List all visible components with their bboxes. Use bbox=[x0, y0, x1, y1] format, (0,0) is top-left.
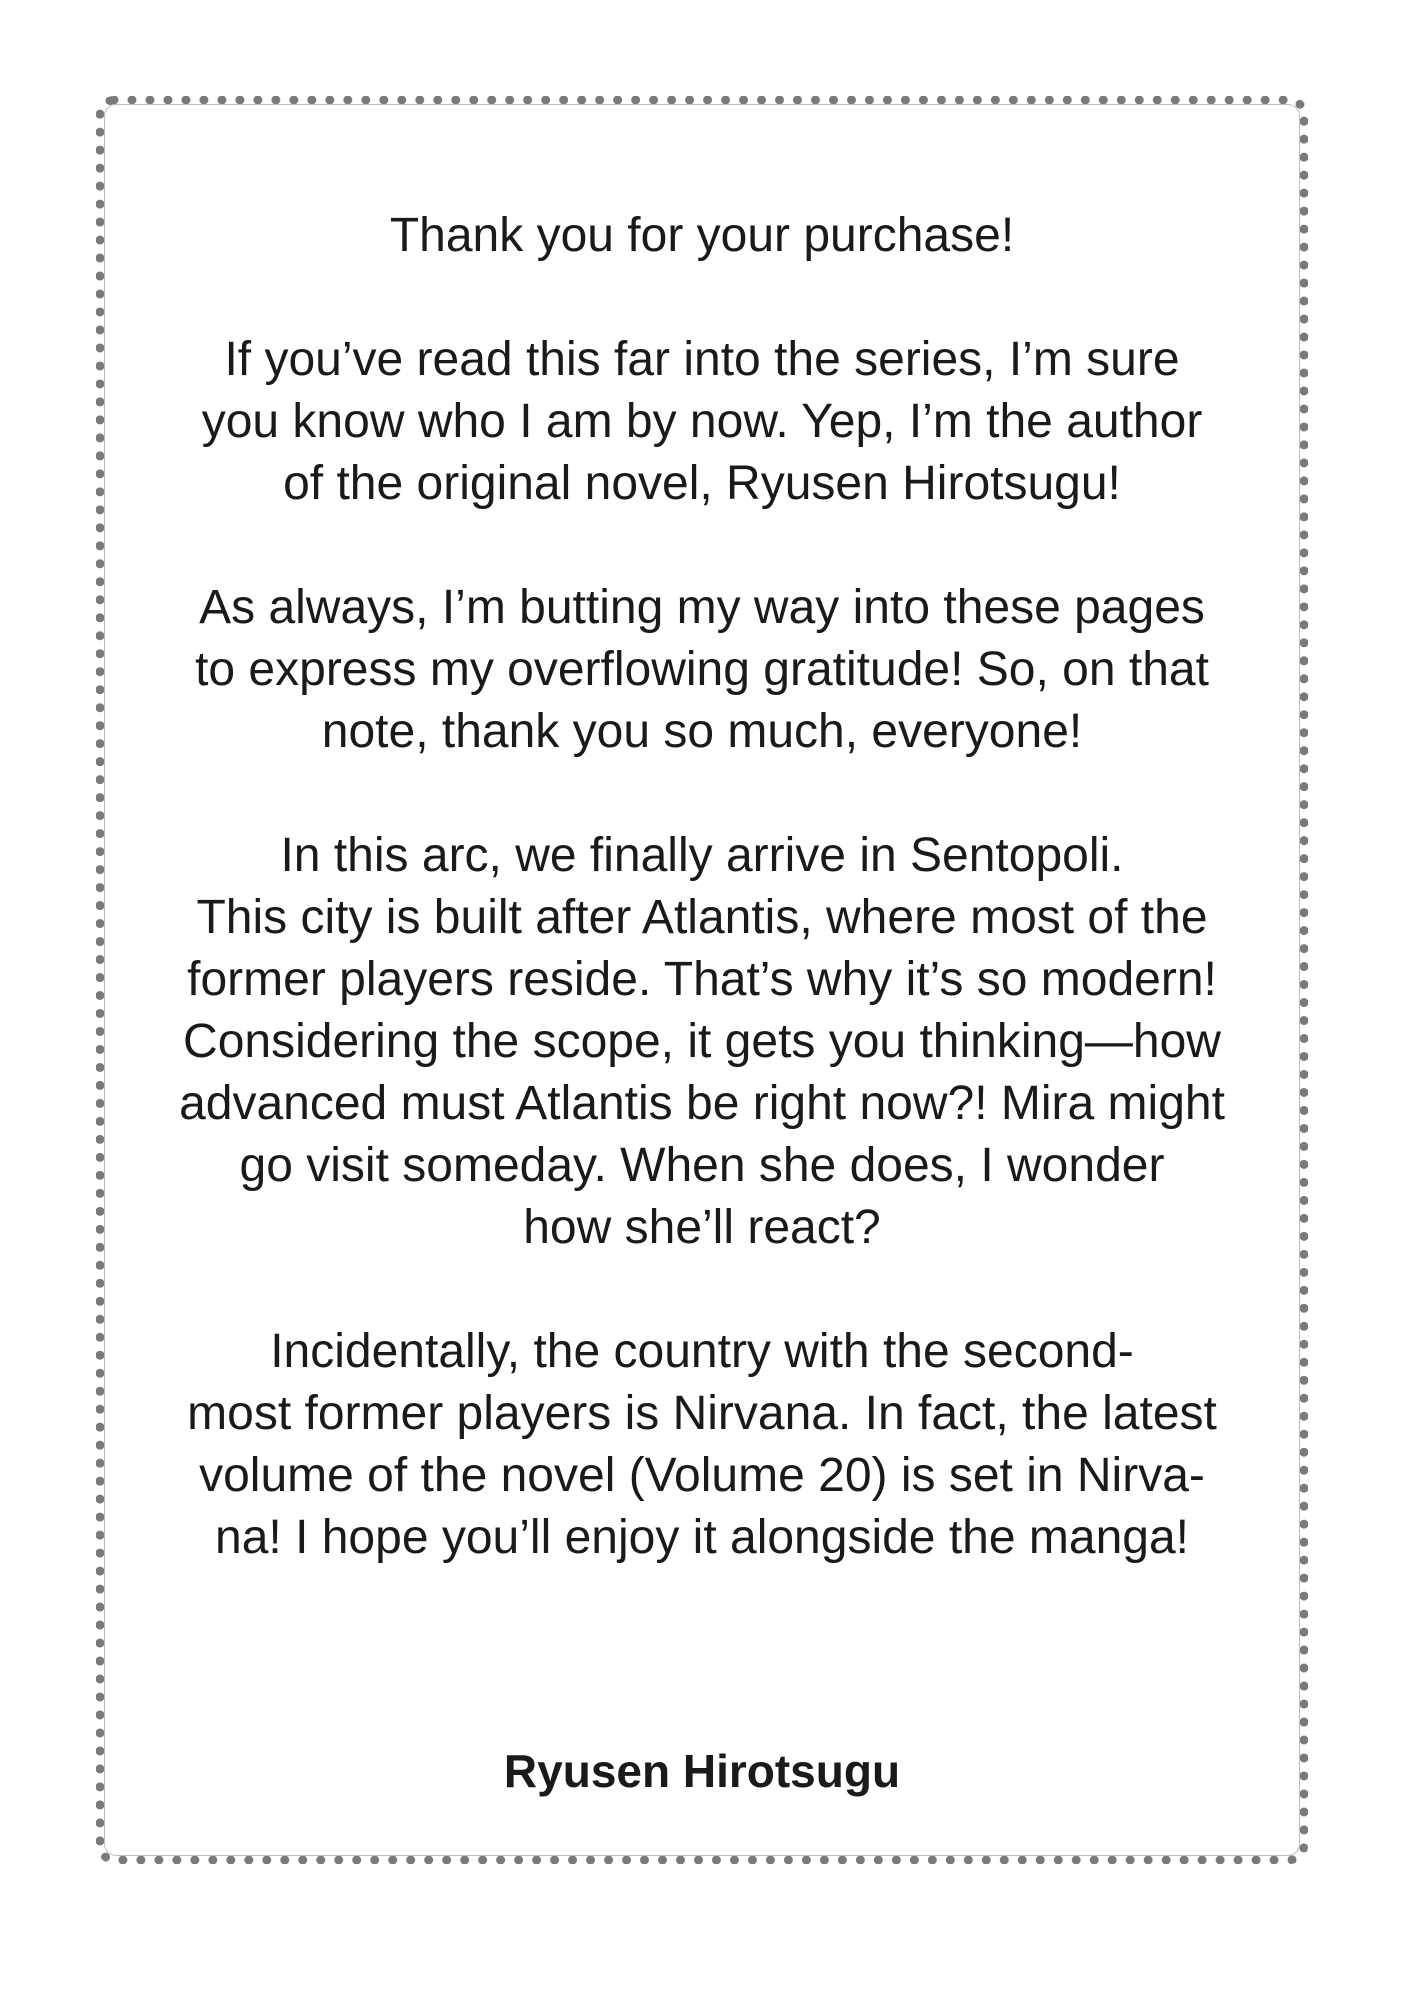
nirvana-paragraph bbox=[130, 1321, 1274, 1569]
text-line: you know who I am by now. Yep, I’m the author bbox=[201, 395, 1203, 448]
text-line: former players reside. That’s why it’s so modern! bbox=[187, 953, 1217, 1006]
intro-paragraph bbox=[130, 329, 1274, 515]
text-line: to express my overflowing gratitude! So, on that bbox=[195, 643, 1209, 696]
text-line: Incidentally, the country with the second- bbox=[270, 1325, 1134, 1378]
text-line: If you’ve read this far into the series, I’m sure bbox=[224, 333, 1180, 386]
text-line: advanced must Atlantis be right now?! Mira might bbox=[179, 1077, 1225, 1130]
gratitude-paragraph bbox=[130, 577, 1274, 763]
text-line: In this arc, we finally arrive in Sentopoli. bbox=[280, 829, 1124, 882]
text-line: Considering the scope, it gets you thinking—how bbox=[183, 1015, 1221, 1068]
author-signature: Ryusen Hirotsugu bbox=[503, 1745, 901, 1797]
text-line: volume of the novel (Volume 20) is set in Nirva- bbox=[199, 1449, 1205, 1502]
sentopoli-paragraph bbox=[130, 825, 1274, 1259]
text-line: This city is built after Atlantis, where most of the bbox=[196, 891, 1208, 944]
text-line: note, thank you so much, everyone! bbox=[321, 705, 1083, 758]
text-line: go visit someday. When she does, I wonder bbox=[239, 1139, 1165, 1192]
greeting-paragraph bbox=[130, 205, 1274, 267]
text-line: of the original novel, Ryusen Hirotsugu! bbox=[283, 457, 1121, 510]
text-line: As always, I’m butting my way into these pages bbox=[199, 581, 1205, 634]
afterword-body bbox=[130, 205, 1274, 1631]
greeting-text: Thank you for your purchase! bbox=[389, 209, 1015, 262]
text-line: na! I hope you’ll enjoy it alongside the manga! bbox=[215, 1511, 1189, 1564]
text-line: how she’ll react? bbox=[523, 1201, 881, 1254]
text-line: most former players is Nirvana. In fact, the latest bbox=[187, 1387, 1217, 1440]
